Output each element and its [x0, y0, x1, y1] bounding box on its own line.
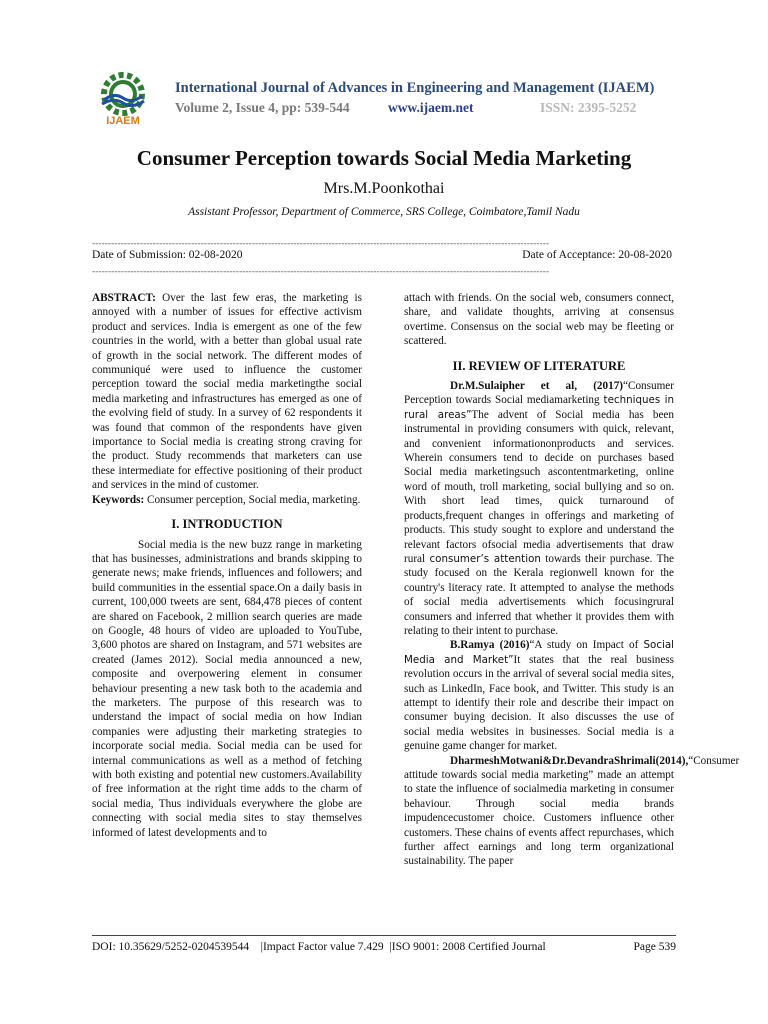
author-affiliation: Assistant Professor, Department of Commerce, SRS College, Coimbatore,Tamil Nadu: [188, 206, 580, 218]
review-1-title-end: techniques in rural areas”: [404, 394, 675, 421]
ijaem-logo: [92, 70, 154, 126]
journal-header: [175, 80, 655, 117]
review-3-text: “Consumer attitude towards social media marketing” made an attempt to state the influence of socialmedia marketing in consumer behaviour. Through social media brands impudencecustomer choice. Customers influence other customers. These chains of events affect repurchases, which further affect earnings and long term organizational sustainability. The paper: [404, 754, 740, 868]
keywords-label: Keywords:: [92, 493, 145, 506]
paper-title: Consumer Perception towards Social Media Marketing: [136, 146, 632, 170]
review-2-author: B.Ramya (2016): [450, 639, 530, 652]
introduction-text: Social media is the new buzz range in marketing that has businesses, administrations and brands skipping to generate news; make friends, influences and followers; and build communities in the essential space.On a daily basis in current, 100,000 tweets are sent, 684,478 pieces of content are shared on Facebook, 2 million search queries are made on Google, 48 hours of video are uploaded to YouTube, 3,600 photos are shared on Instagram, and 571 websites are created (James 2012). Social media announced a new, composite and overpowering element in consumer behaviour presenting a new task both to the academia and the marketers. The purpose of this research was to understand the impact of social media on how Indian companies were adjusting their marketing strategies to incorporate social media. Social media can be used for internal communications as well as a method of fetching with both existing and potential new customers.Availability of free information at the right time adds to the charm of social media, Thus individuals everywhere the globe are connecting with social media sites to stay themselves informed of latest developments and to: [92, 538, 362, 839]
introduction-continued: attach with friends. On the social web, consumers connect, share, and validate thoughts, arriving at consensus overtime. Consensus on the social web may be fleeting or scattered.: [404, 292, 674, 348]
review-2-title: “A study on Impact of: [529, 639, 644, 652]
logo-text: IJAEM: [106, 115, 140, 126]
footer-impact: |Impact Factor value 7.429: [260, 941, 384, 953]
separator-bottom: -----------------------------------------------------------------------------------------------------------------------------------------------: [92, 266, 550, 276]
right-column: [404, 291, 740, 869]
left-column: [92, 291, 362, 840]
review-entry-1: [404, 379, 674, 638]
review-entry-2: [404, 638, 674, 753]
keywords: [92, 493, 362, 507]
introduction-heading: I. INTRODUCTION: [171, 517, 283, 532]
journal-name: International Journal of Advances in Engineering and Management (IJAEM): [175, 80, 655, 96]
abstract-text: Over the last few eras, the marketing is annoyed with a number of issues for effective activism product and services. India is emergent as one of the few countries in the world, with a better than global usual rate of growth in the social network. The different modes of communiqué were used to influence the customer perception toward the social media marketingthe social media marketing and infrastructures has emerged as one of the evolving field of study. In a survey of 62 respondents it was found that common of the respondents have given importance to Social media is creating strong craving for the product. Study recommends that marketers can use these intermediate for effective positioning of their product and services in the mind of customer.: [92, 292, 362, 492]
abstract: [92, 291, 362, 493]
keywords-text: Consumer perception, Social media, marketing.: [144, 493, 361, 506]
review-2-text: It states that the real business revolution occurs in the arrival of several social media sites, such as LinkedIn, Face book, and Twitter. This study is an attempt to identify their role and describe their impact on consumer buying decision. It also discusses the use of social media websites in businesses. Social media is a genuine game changer for market.: [404, 653, 674, 753]
review-entry-3: [404, 754, 740, 869]
journal-volume: Volume 2, Issue 4, pp: 539-544: [175, 100, 350, 115]
footer-rule: [92, 935, 676, 936]
review-1-title: “Consumer Perception towards Social mediamarketing: [404, 380, 674, 407]
submission-date: Date of Submission: 02-08-2020: [92, 249, 243, 261]
review-1-author: Dr.M.Sulaipher et al, (2017): [450, 380, 624, 393]
review-3-author: DharmeshMotwani&Dr.DevandraShrimali(2014),: [450, 754, 689, 767]
abstract-label: ABSTRACT:: [92, 292, 156, 304]
dates-row: [92, 249, 672, 261]
footer-doi: DOI: 10.35629/5252-0204539544: [92, 941, 250, 953]
review-1-text: The advent of Social media has been instrumental in providing consumers with quick, relevant, and convenient informationonproducts and services. Wherein consumers tend to decide on purchases based Social media marketingsuch ascontentmarketing, online word of mouth, troll marketing, social bullying and so on. With short lead times, quick turnaround of products,frequent changes in offerings and marketing of products. This study sought to explore and understand the relevant factors ofsocial media advertisements that draw rural: [404, 408, 674, 565]
journal-issn: ISSN: 2395-5252: [540, 100, 637, 115]
review-heading: II. REVIEW OF LITERATURE: [452, 358, 626, 373]
review-2-title-end: Social Media and Market”: [404, 639, 675, 666]
journal-website-link[interactable]: www.ijaem.net: [388, 100, 474, 115]
review-1-text-end: towards their purchase. The study focused on the Kerala regionwell known for the country's literacy rate. It attempted to analyse the methods of social media advertisements which focusingrural consumers and inferred that whether it provides them with relating to their intent to purchase.: [404, 552, 674, 637]
footer: [92, 941, 676, 953]
acceptance-date: Date of Acceptance: 20-08-2020: [522, 249, 672, 261]
paper-author: Mrs.M.Poonkothai: [323, 180, 445, 197]
journal-info-line: [175, 99, 655, 117]
footer-page-number: Page 539: [633, 941, 676, 953]
review-1-text-em: consumer’s attention: [429, 552, 541, 565]
footer-iso: |ISO 9001: 2008 Certified Journal: [389, 941, 546, 953]
separator-top: -----------------------------------------------------------------------------------------------------------------------------------------------: [92, 238, 550, 248]
